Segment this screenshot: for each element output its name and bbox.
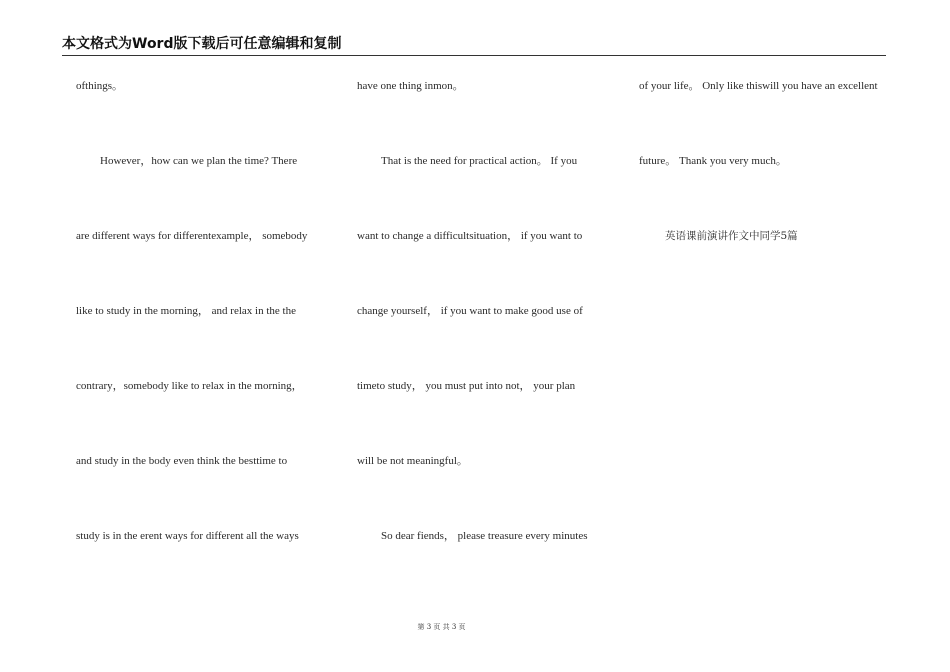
text-line: So dear fiends， please treasure every minutes xyxy=(381,530,588,542)
header-title: 本文格式为Word版下载后可任意编辑和复制 xyxy=(62,36,342,52)
text-line: ofthings。 xyxy=(76,80,124,92)
text-line: contrary，somebody like to relax in the morning， xyxy=(76,380,303,392)
text-line: That is the need for practical action。 If you xyxy=(381,155,578,167)
text-column-2 xyxy=(357,0,627,600)
section-heading: 英语课前演讲作文中同学5篇 xyxy=(665,230,798,242)
text-column-3 xyxy=(639,0,899,600)
text-line: will be not meaningful。 xyxy=(357,455,468,467)
text-line: of your life。 Only like thiswill you have an excellent xyxy=(639,80,878,92)
text-line: future。 Thank you very much。 xyxy=(639,155,787,167)
text-line: and study in the body even think the besttime to xyxy=(76,455,288,467)
text-line: study is in the erent ways for different all the ways xyxy=(76,530,299,542)
page-footer: 第 3 页 共 3 页 xyxy=(417,623,466,631)
text-line: timeto study， you must put into not， your plan xyxy=(357,380,576,392)
text-line: are different ways for differentexample， somebody xyxy=(76,230,308,242)
text-line: have one thing inmon。 xyxy=(357,80,464,92)
text-line: However，how can we plan the time? There xyxy=(100,155,298,167)
text-column-1 xyxy=(76,0,346,600)
text-line: change yourself， if you want to make good use of xyxy=(357,305,583,317)
text-line: want to change a difficultsituation， if you want to xyxy=(357,230,583,242)
text-line: like to study in the morning， and relax in the the xyxy=(76,305,296,317)
